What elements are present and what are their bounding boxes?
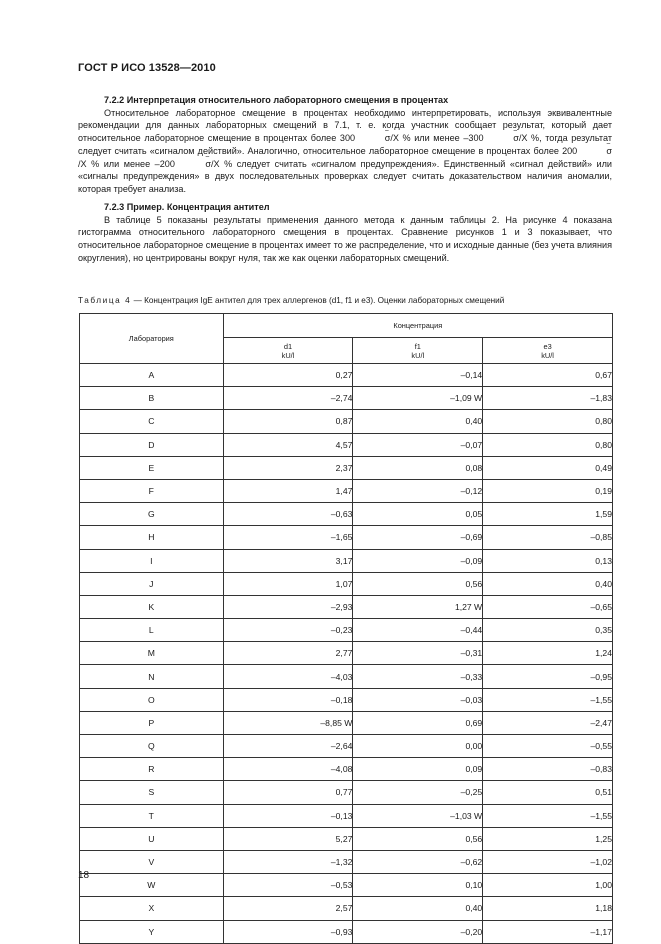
table-row — [80, 642, 613, 665]
cell-d1: –4,08 — [223, 758, 353, 781]
cell-e3: 1,24 — [483, 642, 613, 665]
table-row — [80, 364, 613, 387]
table-row — [80, 850, 613, 873]
cell-f1: –1,03 W — [353, 804, 483, 827]
cell-e3: 0,80 — [483, 433, 613, 456]
section-7-2-3 — [78, 201, 612, 265]
cell-laboratory: O — [80, 688, 224, 711]
table-row — [80, 503, 613, 526]
table-row — [80, 758, 613, 781]
cell-laboratory: M — [80, 642, 224, 665]
cell-d1: 5,27 — [223, 827, 353, 850]
paragraph-text: /X % или менее –300 — [390, 133, 484, 144]
cell-d1: 2,77 — [223, 642, 353, 665]
sigma-hat-symbol: ~ σ — [359, 132, 391, 145]
cell-e3: 0,35 — [483, 619, 613, 642]
cell-laboratory: R — [80, 758, 224, 781]
cell-d1: –2,93 — [223, 595, 353, 618]
cell-d1: –0,13 — [223, 804, 353, 827]
cell-d1: 4,57 — [223, 433, 353, 456]
cell-laboratory: Y — [80, 920, 224, 943]
cell-e3: 1,25 — [483, 827, 613, 850]
paragraph-text: Относительное лабораторное смещение в процентах необходимо интерпретировать, используя эквивалентные рекомендации для данных лабораторных смещений в 7.1, т. е. когда участник сообщает результат, который дает относительное лабораторное смещение в процентах более 300 — [78, 107, 612, 144]
cell-d1: –2,64 — [223, 735, 353, 758]
cell-e3: 0,13 — [483, 549, 613, 572]
cell-d1: –0,63 — [223, 503, 353, 526]
paragraph-text: /X % следует считать «сигналом предупреждения». Единственный «сигнал действий» или «сигналы предупреждения» в двух последовательных проверках следует считать доказательством наличия аномалии, которая требует анализа. — [78, 158, 612, 194]
table-row — [80, 735, 613, 758]
table-caption — [78, 295, 612, 306]
table-row — [80, 688, 613, 711]
cell-e3: 0,49 — [483, 456, 613, 479]
cell-f1: –1,09 W — [353, 387, 483, 410]
column-name: f1 — [414, 341, 421, 351]
table-row — [80, 410, 613, 433]
data-table — [79, 313, 613, 944]
cell-d1: –1,65 — [223, 526, 353, 549]
cell-d1: –0,23 — [223, 619, 353, 642]
cell-laboratory: A — [80, 364, 224, 387]
cell-laboratory: L — [80, 619, 224, 642]
section-heading-7-2-3: 7.2.3 Пример. Концентрация антител — [104, 202, 270, 212]
cell-d1: 1,07 — [223, 572, 353, 595]
table-row — [80, 619, 613, 642]
section-heading-7-2-2: 7.2.2 Интерпретация относительного лабораторного смещения в процентах — [104, 95, 449, 105]
table-row — [80, 665, 613, 688]
cell-d1: –4,03 — [223, 665, 353, 688]
table-caption-text: — Концентрация IgE антител для трех аллергенов (d1, f1 и e3). Оценки лабораторных смещений — [131, 296, 505, 305]
cell-e3: –0,95 — [483, 665, 613, 688]
cell-e3: 1,00 — [483, 874, 613, 897]
cell-laboratory: H — [80, 526, 224, 549]
cell-e3: –1,55 — [483, 688, 613, 711]
column-unit: kU/l — [281, 350, 295, 360]
cell-laboratory: E — [80, 456, 224, 479]
section-paragraph-7-2-3: В таблице 5 показаны результаты применения данного метода к данным таблицы 2. На рисунке 4 показана гистограмма относительного лабораторного смещения в процентах. Сравнение рисунков 1 и 3 показывает, что относительное лабораторное смещение в процентах имеет то же распределение, что и исходные данные (без учета влияния округления), но центрированы вокруг нуля, так же как оценки лабораторных смещений. — [78, 214, 612, 263]
cell-laboratory: B — [80, 387, 224, 410]
cell-e3: 0,51 — [483, 781, 613, 804]
cell-f1: 0,09 — [353, 758, 483, 781]
paragraph-text: /X %, тогда результат следует считать «сигналом действий». Аналогично, относительное лабораторное смещение в процентах более 200 — [78, 133, 612, 156]
column-header-laboratory: Лаборатория — [80, 314, 224, 364]
table-row — [80, 897, 613, 920]
cell-laboratory: I — [80, 549, 224, 572]
cell-laboratory: X — [80, 897, 224, 920]
cell-f1: 0,56 — [353, 827, 483, 850]
cell-e3: –0,55 — [483, 735, 613, 758]
cell-f1: 0,10 — [353, 874, 483, 897]
cell-e3: –2,47 — [483, 711, 613, 734]
cell-f1: –0,31 — [353, 642, 483, 665]
cell-e3: 0,80 — [483, 410, 613, 433]
cell-d1: 2,57 — [223, 897, 353, 920]
cell-e3: –1,55 — [483, 804, 613, 827]
cell-laboratory: G — [80, 503, 224, 526]
cell-f1: –0,03 — [353, 688, 483, 711]
table-row — [80, 804, 613, 827]
table-row — [80, 781, 613, 804]
cell-f1: 0,00 — [353, 735, 483, 758]
cell-e3: –0,85 — [483, 526, 613, 549]
column-unit: kU/l — [541, 350, 554, 360]
cell-f1: –0,33 — [353, 665, 483, 688]
cell-e3: 1,59 — [483, 503, 613, 526]
cell-f1: –0,44 — [353, 619, 483, 642]
cell-e3: –0,83 — [483, 758, 613, 781]
table-row — [80, 920, 613, 943]
cell-f1: –0,20 — [353, 920, 483, 943]
column-header-concentration: Концентрация — [223, 314, 612, 338]
cell-laboratory: P — [80, 711, 224, 734]
cell-e3: 0,40 — [483, 572, 613, 595]
section-7-2-2 — [78, 94, 612, 196]
table-caption-label: Таблица 4 — [78, 296, 132, 305]
cell-d1: –8,85 W — [223, 711, 353, 734]
table-row — [80, 572, 613, 595]
cell-laboratory: J — [80, 572, 224, 595]
cell-e3: –1,83 — [483, 387, 613, 410]
section-paragraph-7-2-2 — [78, 107, 612, 196]
cell-f1: 0,56 — [353, 572, 483, 595]
table-row — [80, 595, 613, 618]
column-header-e3 — [483, 338, 613, 364]
table-row — [80, 456, 613, 479]
sigma-hat-symbol: ~ σ — [487, 132, 519, 145]
table-row — [80, 526, 613, 549]
table-row — [80, 827, 613, 850]
cell-f1: 0,40 — [353, 410, 483, 433]
cell-e3: –1,17 — [483, 920, 613, 943]
column-unit: kU/l — [411, 350, 425, 360]
cell-d1: –0,53 — [223, 874, 353, 897]
paragraph-text: /X % или менее –200 — [78, 158, 175, 169]
column-name: e3 — [543, 341, 552, 351]
cell-d1: 0,77 — [223, 781, 353, 804]
cell-f1: –0,69 — [353, 526, 483, 549]
column-name: d1 — [283, 341, 293, 351]
cell-f1: –0,62 — [353, 850, 483, 873]
cell-f1: –0,12 — [353, 479, 483, 502]
cell-d1: 2,37 — [223, 456, 353, 479]
sigma-hat-symbol: ~ σ — [580, 145, 612, 158]
table-row — [80, 479, 613, 502]
cell-d1: –0,93 — [223, 920, 353, 943]
document-header: ГОСТ Р ИСО 13528—2010 — [78, 62, 216, 74]
cell-f1: –0,14 — [353, 364, 483, 387]
cell-laboratory: T — [80, 804, 224, 827]
cell-laboratory: F — [80, 479, 224, 502]
column-header-f1 — [353, 338, 483, 364]
cell-d1: –0,18 — [223, 688, 353, 711]
cell-f1: 0,05 — [353, 503, 483, 526]
cell-f1: –0,09 — [353, 549, 483, 572]
column-header-d1 — [223, 338, 353, 364]
cell-f1: 0,08 — [353, 456, 483, 479]
cell-laboratory: S — [80, 781, 224, 804]
page-number: 18 — [78, 870, 90, 881]
table-body — [80, 364, 613, 944]
cell-e3: –1,02 — [483, 850, 613, 873]
cell-d1: 3,17 — [223, 549, 353, 572]
cell-e3: 1,18 — [483, 897, 613, 920]
cell-laboratory: Q — [80, 735, 224, 758]
cell-laboratory: U — [80, 827, 224, 850]
table-row — [80, 711, 613, 734]
cell-d1: 0,27 — [223, 364, 353, 387]
cell-d1: 0,87 — [223, 410, 353, 433]
cell-laboratory: C — [80, 410, 224, 433]
cell-f1: 1,27 W — [353, 595, 483, 618]
cell-laboratory: W — [80, 874, 224, 897]
cell-d1: 1,47 — [223, 479, 353, 502]
table-row — [80, 433, 613, 456]
cell-f1: –0,07 — [353, 433, 483, 456]
cell-d1: –1,32 — [223, 850, 353, 873]
table-row — [80, 549, 613, 572]
sigma-hat-symbol: ~ σ — [179, 158, 211, 171]
cell-e3: 0,19 — [483, 479, 613, 502]
table-row — [80, 387, 613, 410]
table-row — [80, 874, 613, 897]
cell-f1: 0,40 — [353, 897, 483, 920]
cell-laboratory: N — [80, 665, 224, 688]
cell-f1: 0,69 — [353, 711, 483, 734]
cell-laboratory: K — [80, 595, 224, 618]
cell-f1: –0,25 — [353, 781, 483, 804]
cell-d1: –2,74 — [223, 387, 353, 410]
cell-laboratory: V — [80, 850, 224, 873]
cell-e3: –0,65 — [483, 595, 613, 618]
cell-laboratory: D — [80, 433, 224, 456]
cell-e3: 0,67 — [483, 364, 613, 387]
